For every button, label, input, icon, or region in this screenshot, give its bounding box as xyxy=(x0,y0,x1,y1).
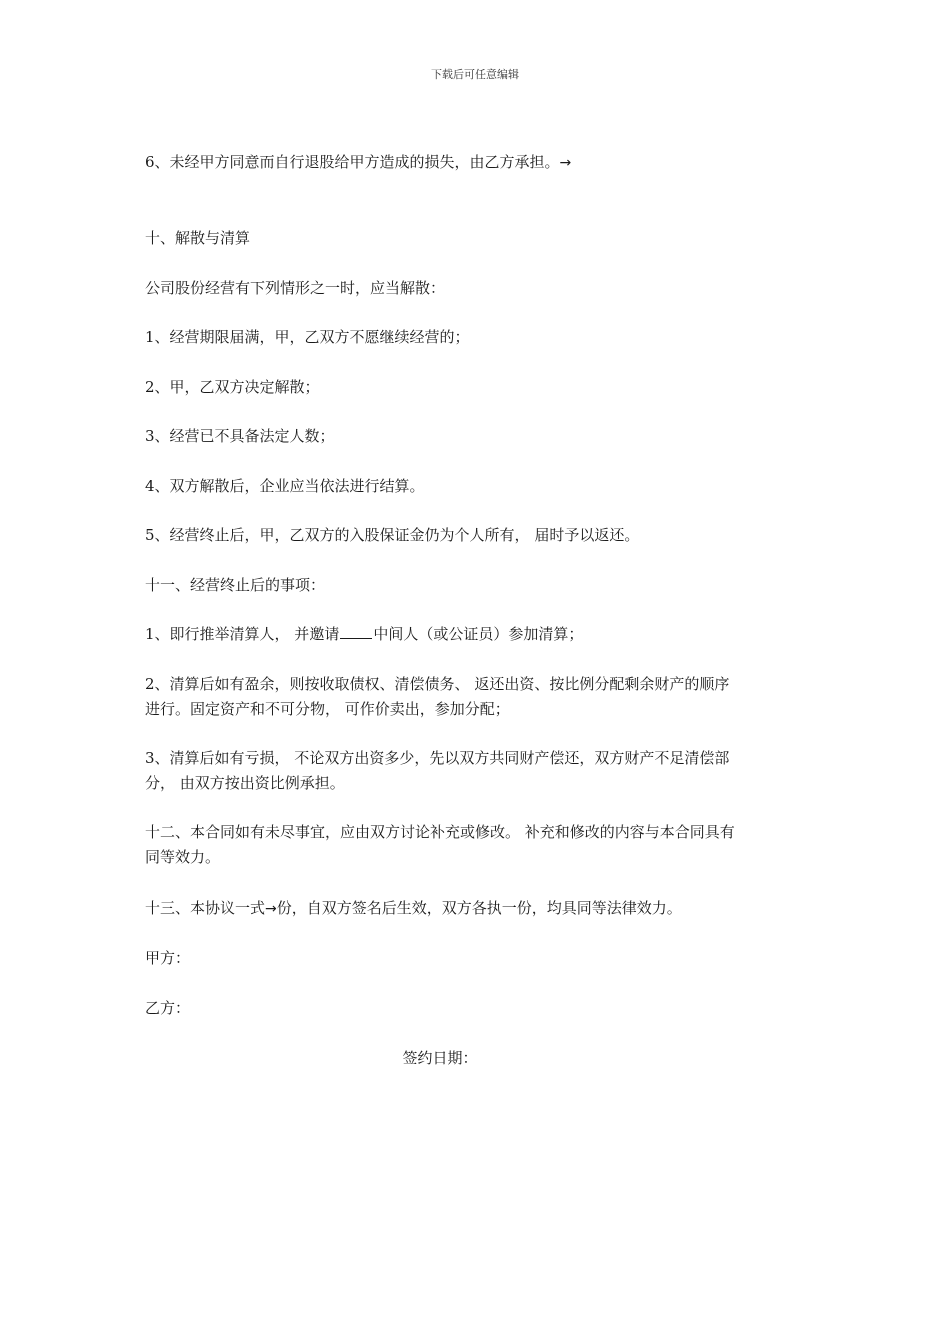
page-header: 下载后可任意编辑 xyxy=(431,68,519,81)
section-11-title: 十一、经营终止后的事项： xyxy=(145,576,326,594)
clause-6-text: 6、未经甲方同意而自行退股给甲方造成的损失，由乙方承担。 xyxy=(145,153,560,171)
section-13 xyxy=(145,896,810,921)
section-10-item-1: 1、经营期限届满，甲，乙双方不愿继续经营的； xyxy=(145,328,470,346)
clause-6 xyxy=(145,150,810,175)
party-b-label: 乙方： xyxy=(145,999,191,1017)
section-13-a: 十三、本协议一式 xyxy=(145,899,266,917)
section-10-item-5: 5、经营终止后，甲，乙双方的入股保证金仍为个人所有， 届时予以返还。 xyxy=(145,526,640,544)
arrow-icon: → xyxy=(559,155,572,171)
party-a-label: 甲方： xyxy=(145,949,191,967)
section-10-title: 十、解散与清算 xyxy=(145,229,251,247)
arrow-icon: → xyxy=(265,901,277,917)
section-11-item-1-b: 中间人（或公证员）参加清算； xyxy=(373,625,584,643)
sign-date-label: 签约日期： xyxy=(402,1049,478,1067)
section-11-item-2-line-1: 2、清算后如有盈余，则按收取债权、清偿债务、 返还出资、按比例分配剩余财产的顺序 xyxy=(145,675,730,693)
section-11-item-1-a: 1、即行推举清算人， 并邀请 xyxy=(145,625,340,643)
section-11-item-1 xyxy=(145,622,810,646)
section-10-item-2: 2、甲，乙双方决定解散； xyxy=(145,378,320,396)
section-13-b: 份，自双方签名后生效，双方各执一份，均具同等法律效力。 xyxy=(276,899,682,917)
section-12-line-1: 十二、本合同如有未尽事宜，应由双方讨论补充或修改。 补充和修改的内容与本合同具有 xyxy=(145,823,735,841)
section-12-line-2: 同等效力。 xyxy=(145,848,221,866)
section-11-item-3-line-2: 分， 由双方按出资比例承担。 xyxy=(145,774,345,792)
section-10-item-3: 3、经营已不具备法定人数； xyxy=(145,427,335,445)
section-10-intro: 公司股份经营有下列情形之一时，应当解散： xyxy=(145,279,446,297)
section-11-item-3-line-1: 3、清算后如有亏损， 不论双方出资多少，先以双方共同财产偿还，双方财产不足清偿部 xyxy=(145,749,730,767)
section-10-item-4: 4、双方解散后，企业应当依法进行结算。 xyxy=(145,477,425,495)
section-11-item-2-line-2: 进行。固定资产和不可分物， 可作价卖出，参加分配； xyxy=(145,700,510,718)
fill-blank xyxy=(340,624,372,639)
